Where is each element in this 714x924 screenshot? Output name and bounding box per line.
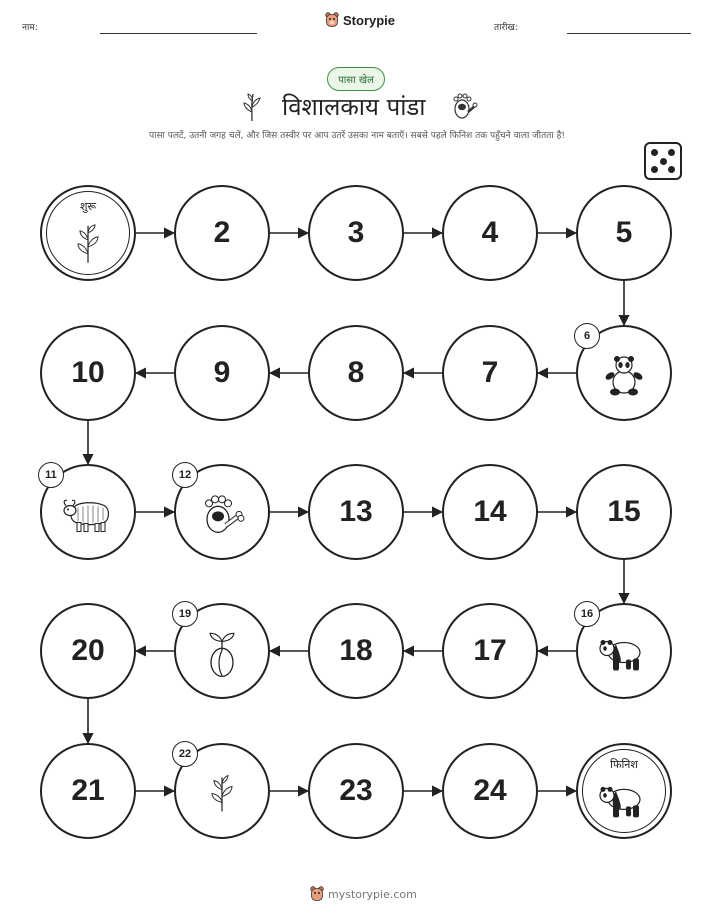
board-cell-14[interactable] — [442, 464, 538, 560]
start-label: शुरू — [79, 200, 97, 213]
sapling-icon — [207, 773, 237, 817]
name-label: नाम: — [22, 23, 38, 33]
brand-name: Storypie — [343, 12, 396, 28]
cell-number: 18 — [339, 634, 373, 667]
cell-number: 17 — [473, 634, 507, 667]
page-title: विशालकाय पांडा — [282, 93, 426, 121]
panda-walking-icon — [598, 779, 650, 823]
cell-number: 4 — [481, 216, 499, 249]
footer-bear-icon — [310, 886, 324, 902]
instructions: पासा पलटें, उतनी जगह चलें, और जिस तस्वीर पर आप उतरें उसका नाम बताएँ। सबसे पहले फिनिश तक पहुँचने वाला जीतता है! — [149, 131, 565, 141]
finish-label: फिनिश — [610, 758, 638, 771]
board-cell-18[interactable] — [308, 603, 404, 699]
board-cell-8[interactable] — [308, 325, 404, 421]
board-cell-9[interactable] — [174, 325, 270, 421]
game-type-badge: पासा खेल — [327, 67, 385, 91]
cell-number: 10 — [71, 356, 105, 389]
board-cell-19[interactable] — [174, 603, 270, 699]
board-cell-15[interactable] — [576, 464, 672, 560]
footer-site: mystorypie.com — [328, 887, 417, 901]
board-cell-6[interactable] — [576, 325, 672, 421]
paw-bone-icon — [198, 489, 246, 543]
cell-number: 24 — [473, 774, 507, 807]
cell-number: 7 — [481, 356, 499, 389]
board-cell-12[interactable] — [174, 464, 270, 560]
cell-number: 23 — [339, 774, 373, 807]
board-cell-2[interactable] — [174, 185, 270, 281]
board-cell-3[interactable] — [308, 185, 404, 281]
board-cell-21[interactable] — [40, 743, 136, 839]
board-cell-16[interactable] — [576, 603, 672, 699]
cell-number: 5 — [615, 216, 633, 249]
cell-number: 20 — [71, 634, 105, 667]
cell-number-badge: 11 — [38, 462, 64, 488]
cell-number: 8 — [347, 356, 365, 389]
panda-sitting-icon — [601, 352, 647, 402]
sprouting-seed-icon — [204, 628, 240, 682]
board-cell-5[interactable] — [576, 185, 672, 281]
cell-number-badge: 6 — [574, 323, 600, 349]
board-cell-4[interactable] — [442, 185, 538, 281]
cell-number-badge: 12 — [172, 462, 198, 488]
cell-number: 15 — [607, 495, 641, 528]
board-cell-10[interactable] — [40, 325, 136, 421]
cell-number-badge: 16 — [574, 601, 600, 627]
cell-number: 2 — [213, 216, 231, 249]
cell-number: 9 — [213, 356, 231, 389]
plant-icon — [73, 219, 103, 267]
board-cell-1[interactable] — [40, 185, 136, 281]
date-label: तारीख: — [494, 23, 518, 33]
cell-number: 13 — [339, 495, 373, 528]
board-cell-22[interactable] — [174, 743, 270, 839]
cell-number: 14 — [473, 495, 507, 528]
board-cell-13[interactable] — [308, 464, 404, 560]
board-cell-7[interactable] — [442, 325, 538, 421]
cell-number-badge: 22 — [172, 741, 198, 767]
board-cell-17[interactable] — [442, 603, 538, 699]
board-cell-11[interactable] — [40, 464, 136, 560]
footer — [310, 886, 417, 902]
cell-number: 21 — [71, 774, 105, 807]
panda-walking-icon — [598, 633, 650, 677]
board-cell-24[interactable] — [442, 743, 538, 839]
board-cell-25[interactable] — [576, 743, 672, 839]
cell-number: 3 — [347, 216, 365, 249]
board-cell-23[interactable] — [308, 743, 404, 839]
cell-number-badge: 19 — [172, 601, 198, 627]
board-cell-20[interactable] — [40, 603, 136, 699]
yak-icon — [60, 494, 116, 538]
